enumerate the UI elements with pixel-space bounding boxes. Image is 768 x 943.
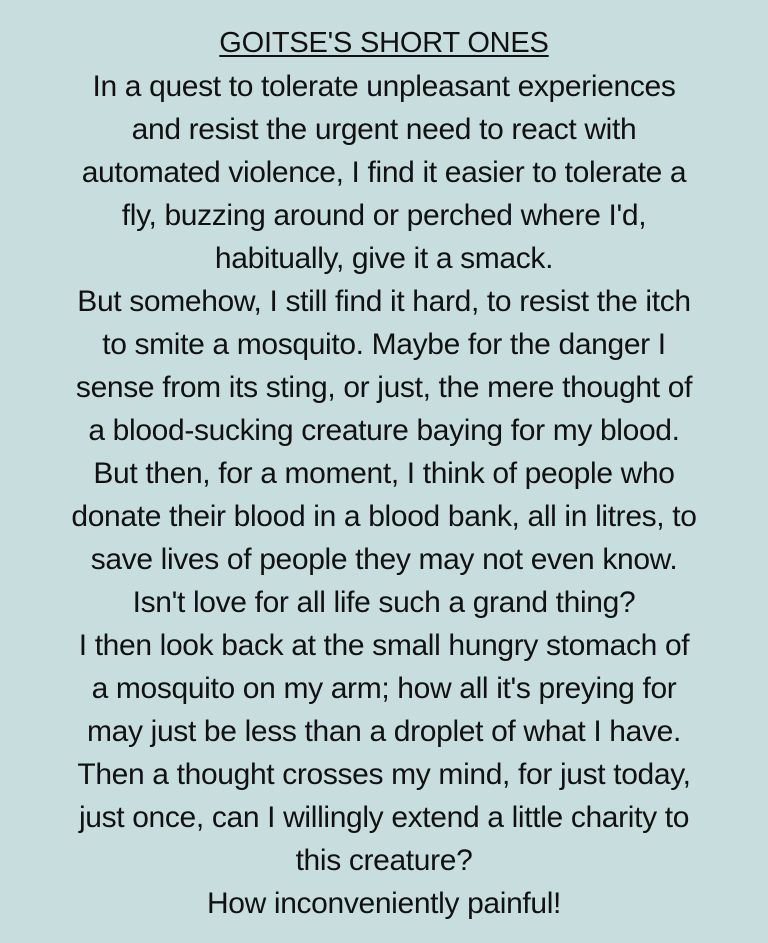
document-body <box>18 65 750 925</box>
body-line: and resist the urgent need to react with <box>131 113 637 146</box>
body-line: Then a thought crosses my mind, for just today, <box>77 758 691 791</box>
body-line: may just be less than a droplet of what I have. <box>87 715 681 748</box>
body-line: habitually, give it a smack. <box>214 242 554 275</box>
body-line: a blood-sucking creature baying for my blood. <box>88 414 680 447</box>
body-line: this creature? <box>295 844 473 877</box>
body-line: But then, for a moment, I think of people who <box>93 457 675 490</box>
body-line: automated violence, I find it easier to tolerate a <box>81 156 687 189</box>
body-line: Isn't love for all life such a grand thing? <box>132 586 636 619</box>
body-line: a mosquito on my arm; how all it's preying for <box>91 672 677 705</box>
body-line: But somehow, I still find it hard, to resist the itch <box>77 285 691 318</box>
body-line: to smite a mosquito. Maybe for the danger I <box>102 328 666 361</box>
body-line: In a quest to tolerate unpleasant experiences <box>92 70 676 103</box>
body-line: I then look back at the small hungry stomach of <box>78 629 690 662</box>
document-title: GOITSE'S SHORT ONES <box>219 27 549 59</box>
body-line: save lives of people they may not even know. <box>90 543 678 576</box>
body-line: donate their blood in a blood bank, all in litres, to <box>71 500 697 533</box>
body-line: just once, can I willingly extend a little charity to <box>78 801 690 834</box>
body-line: sense from its sting, or just, the mere thought of <box>75 371 693 404</box>
body-line: fly, buzzing around or perched where I'd, <box>121 199 647 232</box>
body-line: How inconveniently painful! <box>206 887 562 920</box>
